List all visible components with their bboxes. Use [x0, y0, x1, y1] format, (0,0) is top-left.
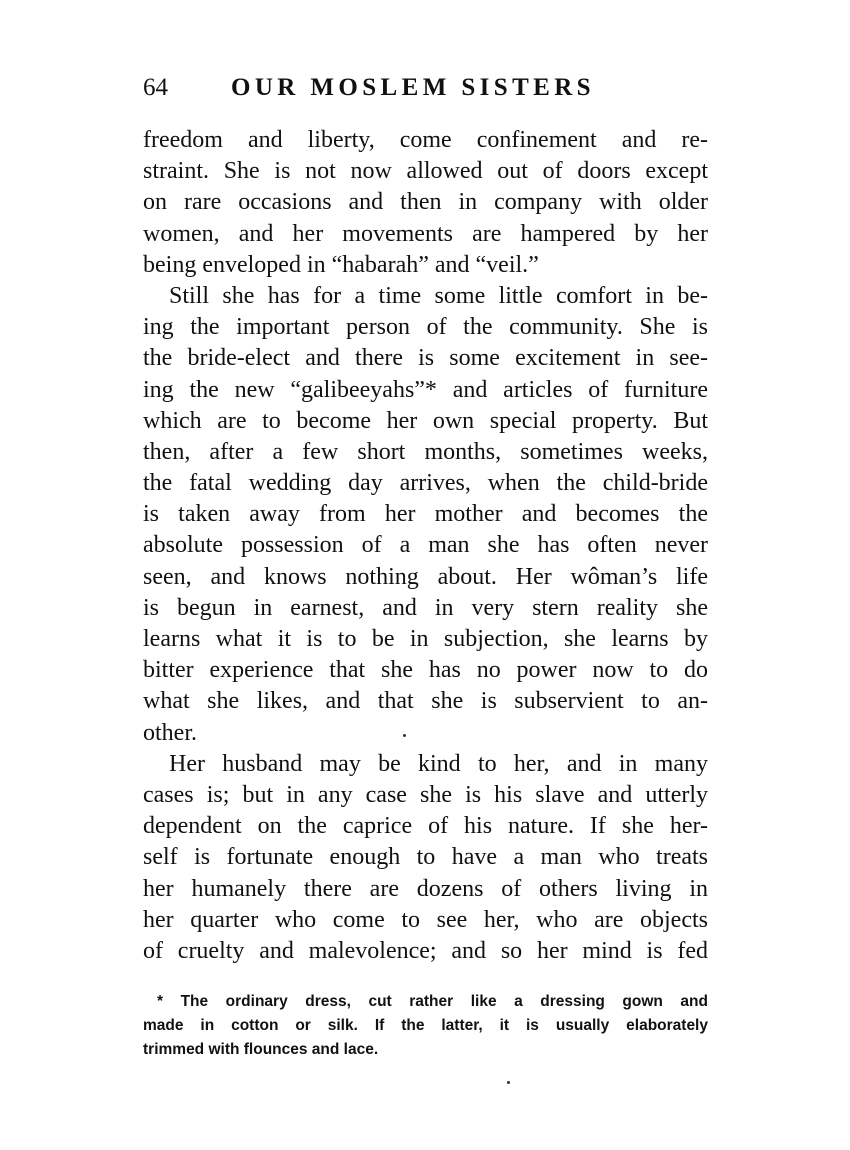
- body-text: [143, 125, 708, 967]
- text-line: dependent on the caprice of his nature. If she her-: [143, 813, 708, 840]
- text-line: of cruelty and malevolence; and so her mind is fed: [143, 937, 708, 964]
- print-speck: [507, 1081, 510, 1084]
- text-line: the bride-elect and there is some excitement in see-: [143, 345, 708, 372]
- text-line: learns what it is to be in subjection, she learns by: [143, 626, 708, 652]
- text-line: ing the important person of the community. She is: [143, 314, 708, 341]
- text-line: Still she has for a time some little comfort in be-: [169, 282, 708, 309]
- text-line: freedom and liberty, come confinement and re-: [143, 127, 708, 153]
- text-line: being enveloped in “habarah” and “veil.”: [143, 251, 539, 278]
- text-line: absolute possession of a man she has often never: [143, 532, 708, 559]
- text-line: is taken away from her mother and becomes the: [143, 501, 708, 528]
- footnote: [143, 990, 708, 1062]
- text-line: her humanely there are dozens of others living in: [143, 875, 708, 902]
- text-line: self is fortunate enough to have a man who treats: [143, 844, 708, 871]
- running-title: OUR MOSLEM SISTERS: [231, 74, 595, 101]
- text-line: which are to become her own special property. But: [143, 407, 708, 434]
- text-line: on rare occasions and then in company with older: [143, 189, 708, 216]
- text-line: other.: [143, 719, 197, 746]
- text-line: what she likes, and that she is subservient to an-: [143, 688, 708, 715]
- text-line: her quarter who come to see her, who are objects: [143, 906, 708, 933]
- text-line: seen, and knows nothing about. Her wôman’s life: [143, 563, 708, 590]
- page-number: 64: [143, 74, 168, 101]
- text-line: cases is; but in any case she is his slave and utterly: [143, 781, 708, 808]
- text-line: ing the new “galibeeyahs”* and articles of furniture: [143, 376, 708, 403]
- text-line: is begun in earnest, and in very stern reality she: [143, 594, 708, 621]
- page-header: [143, 71, 723, 105]
- text-line: bitter experience that she has no power now to do: [143, 657, 708, 684]
- footnote-line: made in cotton or silk. If the latter, it is usually elaborately: [143, 1017, 708, 1034]
- footnote-line: * The ordinary dress, cut rather like a dressing gown and: [157, 993, 708, 1010]
- text-line: the fatal wedding day arrives, when the child-bride: [143, 470, 708, 497]
- text-line: then, after a few short months, sometimes weeks,: [143, 438, 708, 465]
- print-speck: [403, 734, 406, 737]
- footnote-line: trimmed with flounces and lace.: [143, 1041, 379, 1058]
- text-line: women, and her movements are hampered by her: [143, 220, 708, 247]
- text-line: Her husband may be kind to her, and in many: [169, 750, 708, 777]
- text-line: straint. She is not now allowed out of doors except: [143, 158, 708, 185]
